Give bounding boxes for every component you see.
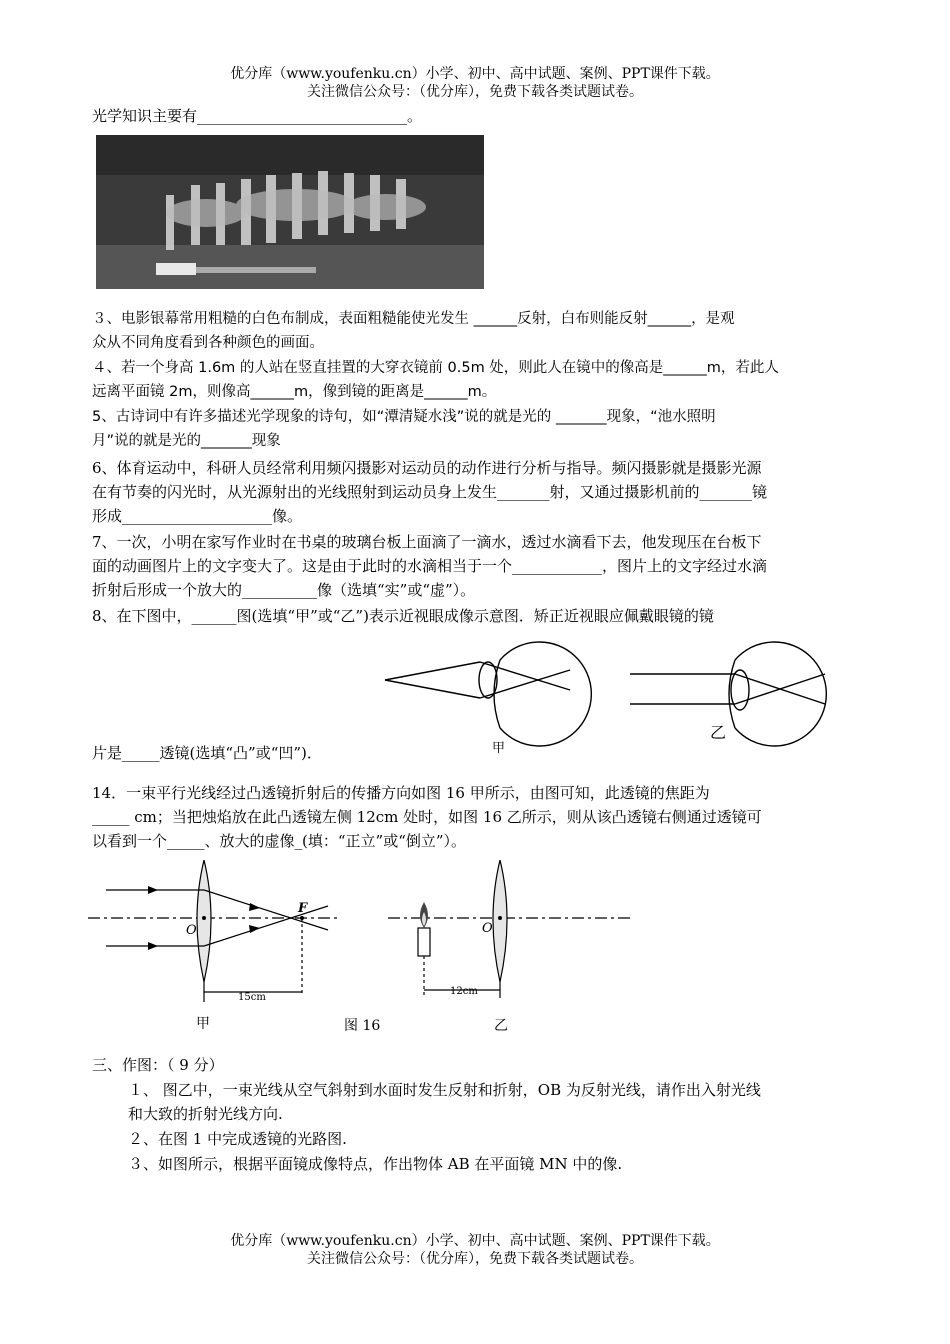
footer-line-1: 优分库（www.youfenku.cn）小学、初中、高中试题、案例、PPT课件下载。 (230, 1233, 720, 1249)
text-line: 6、体育运动中，科研人员经常利用频闪摄影对运动员的动作进行分析与指导。频闪摄影就是摄影光源 (92, 459, 762, 477)
text-line: 和大致的折射光线方向. (128, 1105, 283, 1123)
text-line: 形成____________________像。 (92, 507, 303, 525)
text-line: ２、在图 1 中完成透镜的光路图. (128, 1130, 347, 1148)
eye-label-right: 乙 (710, 723, 727, 742)
text-line: １、 图乙中，一束光线从空气斜射到水面时发生反射和折射，OB 为反射光线，请作出入射光线 (128, 1081, 761, 1099)
text-line: 8、在下图中，______图(选填“甲”或“乙”)表示近视眼成像示意图．矫正近视眼应佩戴眼镜的镜 (92, 607, 714, 625)
section-title: 三、作图：（ 9 分） (92, 1056, 224, 1074)
text-line: 在有节奏的闪光时，从光源射出的光线照射到运动员身上发生_______射，又通过摄影机前的_______镜 (92, 483, 768, 501)
text-line: 以看到一个_____、放大的虚像_(填：“正立”或“倒立”）。 (92, 832, 467, 850)
header-line-1: 优分库（www.youfenku.cn）小学、初中、高中试题、案例、PPT课件下载。 (230, 66, 720, 82)
strobe-photo (96, 135, 484, 289)
text-line: 片是_____透镜(选填“凸”或“凹”)． (92, 744, 322, 762)
text-line: 5、古诗词中有许多描述光学现象的诗句，如“潭清疑水浅”说的就是光的 _______现象，“池水照明 (92, 409, 716, 425)
text-line: ４、若一个身高 1.6m 的人站在竖直挂置的大穿衣镜前 0.5m 处，则此人在镜中的像高是______m，若此人 (92, 360, 779, 376)
text-line: 月”说的就是光的_______现象 (92, 433, 281, 449)
text-line: 远离平面镜 2m，则像高______m，像到镜的距离是______m。 (92, 384, 497, 400)
text-line: _____ cm；当把烛焰放在此凸透镜左侧 12cm 处时，如图 16 乙所示，则从该凸透镜右侧通过透镜可 (92, 808, 762, 826)
figure-caption: 图 16 (344, 1018, 381, 1034)
text-line: ３、如图所示，根据平面镜成像特点，作出物体 AB 在平面镜 MN 中的像. (128, 1155, 623, 1173)
distance-12cm: 12cm (450, 986, 478, 997)
text-line: 折射后形成一个放大的__________像（选填“实”或“虚”）。 (92, 581, 476, 599)
label-jia: 甲 (196, 1016, 210, 1032)
eye-diagram (380, 632, 840, 756)
text-line: ３、电影银幕常用粗糙的白色布制成，表面粗糙能使光发生 ______反射，白布则能反射______，是观 (92, 311, 735, 327)
point-f: F (298, 901, 308, 916)
header-line-2: 关注微信公众号：（优分库），免费下载各类试题试卷。 (307, 84, 643, 100)
text-line: 面的动画图片上的文字变大了。这是由于此时的水滴相当于一个____________，图片上的文字经过水滴 (92, 557, 768, 575)
text-line: 7、一次，小明在家写作业时在书桌的玻璃台板上面滴了一滴水，透过水滴看下去，他发现压在台板下 (92, 533, 762, 551)
point-o-right: O (482, 921, 493, 936)
eye-label-left: 甲 (492, 741, 506, 756)
lens-figure (88, 860, 648, 1038)
point-o-left: O (186, 923, 197, 938)
label-yi: 乙 (494, 1018, 508, 1034)
distance-15cm: 15cm (238, 992, 266, 1003)
text-line: 14．一束平行光线经过凸透镜折射后的传播方向如图 16 甲所示，由图可知，此透镜的焦距为 (92, 784, 710, 802)
text-line: 光学知识主要有____________________________。 (92, 107, 423, 125)
text-line: 众从不同角度看到各种颜色的画面。 (92, 335, 324, 351)
footer-line-2: 关注微信公众号：（优分库），免费下载各类试题试卷。 (307, 1251, 643, 1267)
